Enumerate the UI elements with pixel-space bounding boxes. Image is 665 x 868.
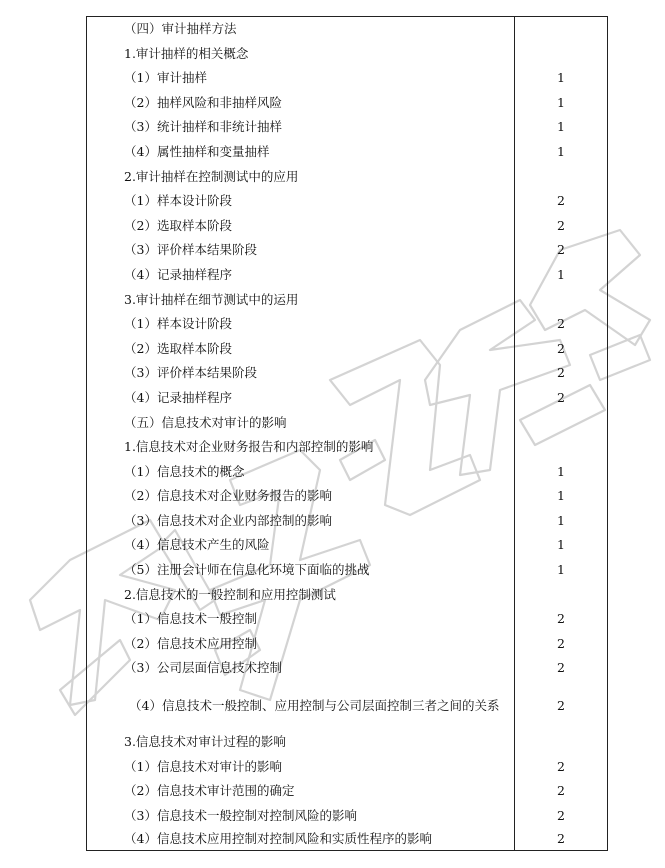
- level-cell: 2: [515, 779, 608, 804]
- topic-cell: 2.信息技术的一般控制和应用控制测试: [87, 583, 515, 608]
- topic-cell: （4）记录抽样程序: [87, 263, 515, 288]
- level-cell: 2: [515, 312, 608, 337]
- level-cell: 2: [515, 189, 608, 214]
- topic-cell: （1）信息技术对审计的影响: [87, 755, 515, 780]
- topic-cell: （2）信息技术应用控制: [87, 632, 515, 657]
- topic-cell: （3）信息技术一般控制对控制风险的影响: [87, 804, 515, 829]
- table-row: [87, 558, 608, 583]
- level-cell: 1: [515, 263, 608, 288]
- topic-cell: （1）信息技术一般控制: [87, 607, 515, 632]
- table-row: [87, 583, 608, 608]
- topic-cell: （3）公司层面信息技术控制: [87, 656, 515, 681]
- level-cell: [515, 730, 608, 755]
- topic-cell: （4）记录抽样程序: [87, 386, 515, 411]
- table-row: [87, 42, 608, 67]
- table-row: [87, 681, 608, 730]
- table-row: [87, 361, 608, 386]
- level-cell: [515, 42, 608, 67]
- topic-cell: 3.审计抽样在细节测试中的运用: [87, 288, 515, 313]
- table-row: [87, 755, 608, 780]
- table-row: [87, 312, 608, 337]
- topic-cell: 3.信息技术对审计过程的影响: [87, 730, 515, 755]
- table-row: [87, 607, 608, 632]
- topic-cell: （1）样本设计阶段: [87, 189, 515, 214]
- table-row: [87, 656, 608, 681]
- table-row: [87, 238, 608, 263]
- level-cell: 2: [515, 337, 608, 362]
- table-row: [87, 165, 608, 190]
- table-row: [87, 730, 608, 755]
- level-cell: 2: [515, 828, 608, 851]
- table-row: [87, 386, 608, 411]
- topic-cell: （四）审计抽样方法: [87, 17, 515, 42]
- table-row: [87, 115, 608, 140]
- table-row: [87, 632, 608, 657]
- topic-cell: （5）注册会计师在信息化环境下面临的挑战: [87, 558, 515, 583]
- table-row: [87, 66, 608, 91]
- level-cell: 1: [515, 484, 608, 509]
- level-cell: 2: [515, 681, 608, 730]
- table-row: [87, 288, 608, 313]
- table-row: [87, 214, 608, 239]
- table-row: [87, 91, 608, 116]
- topic-cell: （1）样本设计阶段: [87, 312, 515, 337]
- level-cell: 1: [515, 66, 608, 91]
- topic-cell: （1）信息技术的概念: [87, 460, 515, 485]
- level-cell: 1: [515, 558, 608, 583]
- level-cell: 1: [515, 533, 608, 558]
- topic-cell: （1）审计抽样: [87, 66, 515, 91]
- topic-cell: （4）属性抽样和变量抽样: [87, 140, 515, 165]
- topic-cell: （4）信息技术一般控制、应用控制与公司层面控制三者之间的关系: [87, 681, 515, 730]
- level-cell: 2: [515, 656, 608, 681]
- level-cell: 2: [515, 361, 608, 386]
- table-row: [87, 484, 608, 509]
- table-row: [87, 140, 608, 165]
- topic-cell: （3）信息技术对企业内部控制的影响: [87, 509, 515, 534]
- topic-cell: （2）选取样本阶段: [87, 337, 515, 362]
- level-cell: [515, 411, 608, 436]
- level-cell: [515, 288, 608, 313]
- table-row: [87, 460, 608, 485]
- level-cell: [515, 583, 608, 608]
- level-cell: 1: [515, 140, 608, 165]
- topic-cell: 2.审计抽样在控制测试中的应用: [87, 165, 515, 190]
- table-row: [87, 828, 608, 851]
- topic-cell: （3）统计抽样和非统计抽样: [87, 115, 515, 140]
- topic-cell: （2）信息技术对企业财务报告的影响: [87, 484, 515, 509]
- topic-cell: （4）信息技术应用控制对控制风险和实质性程序的影响: [87, 828, 515, 851]
- topic-cell: 1.信息技术对企业财务报告和内部控制的影响: [87, 435, 515, 460]
- level-cell: 1: [515, 460, 608, 485]
- topic-cell: （4）信息技术产生的风险: [87, 533, 515, 558]
- topic-cell: （2）抽样风险和非抽样风险: [87, 91, 515, 116]
- level-cell: 2: [515, 386, 608, 411]
- level-cell: 2: [515, 214, 608, 239]
- table-row: [87, 189, 608, 214]
- level-cell: 1: [515, 509, 608, 534]
- level-cell: 2: [515, 238, 608, 263]
- table-row: [87, 533, 608, 558]
- level-cell: 2: [515, 632, 608, 657]
- level-cell: 2: [515, 755, 608, 780]
- table-row: [87, 779, 608, 804]
- topic-cell: （3）评价样本结果阶段: [87, 238, 515, 263]
- table-row: [87, 337, 608, 362]
- topic-cell: （2）选取样本阶段: [87, 214, 515, 239]
- table-row: [87, 263, 608, 288]
- table-row: [87, 411, 608, 436]
- level-cell: [515, 165, 608, 190]
- topic-cell: （3）评价样本结果阶段: [87, 361, 515, 386]
- topic-cell: （2）信息技术审计范围的确定: [87, 779, 515, 804]
- level-cell: 2: [515, 607, 608, 632]
- level-cell: [515, 17, 608, 42]
- table-row: [87, 804, 608, 829]
- level-cell: 2: [515, 804, 608, 829]
- level-cell: 1: [515, 115, 608, 140]
- table-row: [87, 509, 608, 534]
- level-cell: 1: [515, 91, 608, 116]
- topic-cell: （五）信息技术对审计的影响: [87, 411, 515, 436]
- syllabus-table: [86, 16, 608, 851]
- topic-cell: 1.审计抽样的相关概念: [87, 42, 515, 67]
- level-cell: [515, 435, 608, 460]
- table-row: [87, 17, 608, 42]
- syllabus-rows: [87, 17, 608, 851]
- table-row: [87, 435, 608, 460]
